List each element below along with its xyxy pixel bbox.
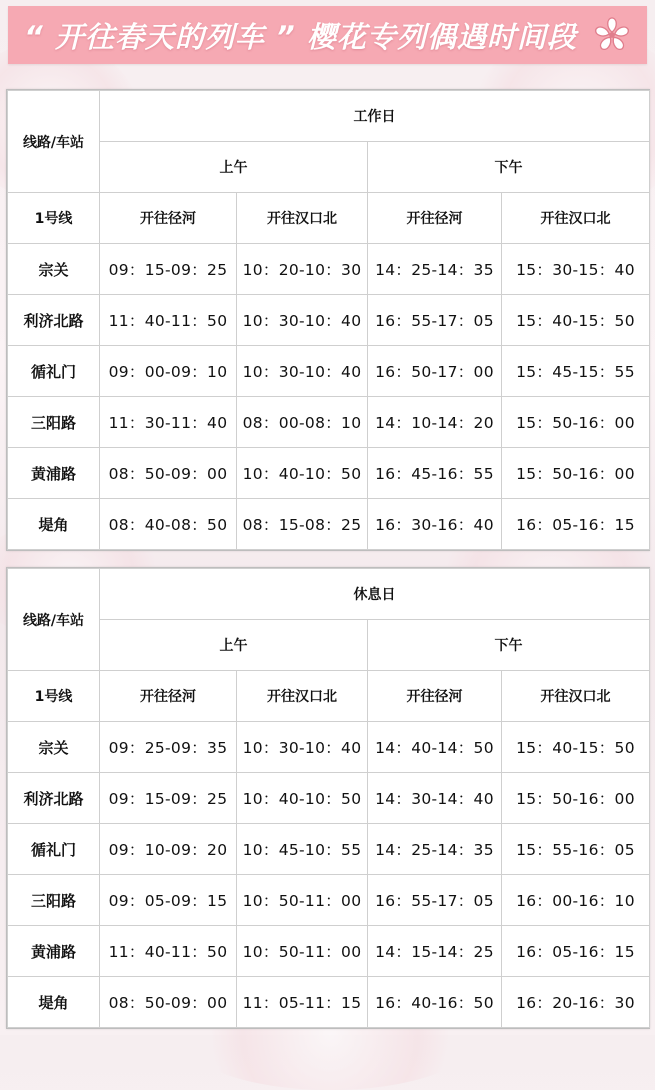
direction-header-row — [8, 671, 650, 722]
table-row — [8, 346, 650, 397]
direction-header: 开往汉口北 — [502, 671, 650, 722]
table-row — [8, 875, 650, 926]
table-row — [8, 295, 650, 346]
page-title: “ 开往春天的列车 ” 樱花专列偶遇时间段 — [24, 19, 577, 54]
time-window: 08：50-09：00 — [100, 977, 237, 1028]
time-window: 10：30-10：40 — [237, 295, 368, 346]
station-name: 三阳路 — [8, 397, 100, 448]
station-name: 堤角 — [8, 977, 100, 1028]
time-window: 09：05-09：15 — [100, 875, 237, 926]
direction-header: 开往径河 — [100, 671, 237, 722]
time-window: 15：50-16：00 — [502, 448, 650, 499]
table-row — [8, 977, 650, 1028]
period-am-header: 上午 — [100, 620, 368, 671]
time-window: 09：10-09：20 — [100, 824, 237, 875]
table-header-row — [8, 91, 650, 142]
time-window: 10：40-10：50 — [237, 773, 368, 824]
time-window: 11：05-11：15 — [237, 977, 368, 1028]
table-row — [8, 397, 650, 448]
direction-header: 开往汉口北 — [502, 193, 650, 244]
direction-header-row — [8, 193, 650, 244]
workday-schedule-table — [6, 89, 650, 551]
table-row — [8, 926, 650, 977]
time-window: 11：40-11：50 — [100, 926, 237, 977]
time-window: 10：50-11：00 — [237, 926, 368, 977]
direction-header: 开往径河 — [100, 193, 237, 244]
direction-header: 开往汉口北 — [237, 193, 368, 244]
time-window: 10：45-10：55 — [237, 824, 368, 875]
line-label: 1号线 — [8, 193, 100, 244]
time-window: 15：50-16：00 — [502, 773, 650, 824]
time-window: 09：00-09：10 — [100, 346, 237, 397]
day-type-header: 工作日 — [100, 91, 650, 142]
time-window: 10：40-10：50 — [237, 448, 368, 499]
time-window: 10：30-10：40 — [237, 346, 368, 397]
time-window: 09：15-09：25 — [100, 244, 237, 295]
time-window: 15：40-15：50 — [502, 722, 650, 773]
time-window: 16：55-17：05 — [368, 295, 502, 346]
station-name: 利济北路 — [8, 295, 100, 346]
direction-header: 开往径河 — [368, 193, 502, 244]
station-name: 堤角 — [8, 499, 100, 550]
time-window: 10：50-11：00 — [237, 875, 368, 926]
time-window: 09：25-09：35 — [100, 722, 237, 773]
period-am-header: 上午 — [100, 142, 368, 193]
time-window: 14：15-14：25 — [368, 926, 502, 977]
station-column-header: 线路/车站 — [8, 569, 100, 671]
time-window: 08：50-09：00 — [100, 448, 237, 499]
period-pm-header: 下午 — [368, 620, 650, 671]
time-window: 14：25-14：35 — [368, 244, 502, 295]
time-window: 08：15-08：25 — [237, 499, 368, 550]
time-window: 11：40-11：50 — [100, 295, 237, 346]
table-row — [8, 448, 650, 499]
station-column-header: 线路/车站 — [8, 91, 100, 193]
station-name: 黄浦路 — [8, 448, 100, 499]
direction-header: 开往径河 — [368, 671, 502, 722]
time-window: 15：40-15：50 — [502, 295, 650, 346]
period-pm-header: 下午 — [368, 142, 650, 193]
station-name: 黄浦路 — [8, 926, 100, 977]
time-window: 15：30-15：40 — [502, 244, 650, 295]
time-window: 14：25-14：35 — [368, 824, 502, 875]
table-row — [8, 722, 650, 773]
time-window: 16：55-17：05 — [368, 875, 502, 926]
day-type-header: 休息日 — [100, 569, 650, 620]
time-window: 14：40-14：50 — [368, 722, 502, 773]
time-window: 08：00-08：10 — [237, 397, 368, 448]
time-window: 11：30-11：40 — [100, 397, 237, 448]
time-window: 14：10-14：20 — [368, 397, 502, 448]
line-label: 1号线 — [8, 671, 100, 722]
station-name: 循礼门 — [8, 346, 100, 397]
time-window: 09：15-09：25 — [100, 773, 237, 824]
time-window: 10：30-10：40 — [237, 722, 368, 773]
time-window: 16：20-16：30 — [502, 977, 650, 1028]
time-window: 16：40-16：50 — [368, 977, 502, 1028]
time-window: 10：20-10：30 — [237, 244, 368, 295]
time-window: 15：45-15：55 — [502, 346, 650, 397]
time-window: 16：45-16：55 — [368, 448, 502, 499]
table-row — [8, 499, 650, 550]
cherry-blossom-icon — [593, 16, 631, 54]
table-header-row — [8, 620, 650, 671]
restday-schedule-table — [6, 567, 650, 1029]
time-window: 16：05-16：15 — [502, 499, 650, 550]
station-name: 三阳路 — [8, 875, 100, 926]
table-header-row — [8, 569, 650, 620]
title-banner — [8, 6, 647, 64]
time-window: 16：30-16：40 — [368, 499, 502, 550]
time-window: 15：50-16：00 — [502, 397, 650, 448]
station-name: 循礼门 — [8, 824, 100, 875]
time-window: 16：00-16：10 — [502, 875, 650, 926]
time-window: 14：30-14：40 — [368, 773, 502, 824]
table-row — [8, 824, 650, 875]
table-row — [8, 244, 650, 295]
time-window: 08：40-08：50 — [100, 499, 237, 550]
time-window: 16：50-17：00 — [368, 346, 502, 397]
time-window: 16：05-16：15 — [502, 926, 650, 977]
direction-header: 开往汉口北 — [237, 671, 368, 722]
station-name: 宗关 — [8, 244, 100, 295]
station-name: 利济北路 — [8, 773, 100, 824]
time-window: 15：55-16：05 — [502, 824, 650, 875]
table-header-row — [8, 142, 650, 193]
station-name: 宗关 — [8, 722, 100, 773]
table-row — [8, 773, 650, 824]
